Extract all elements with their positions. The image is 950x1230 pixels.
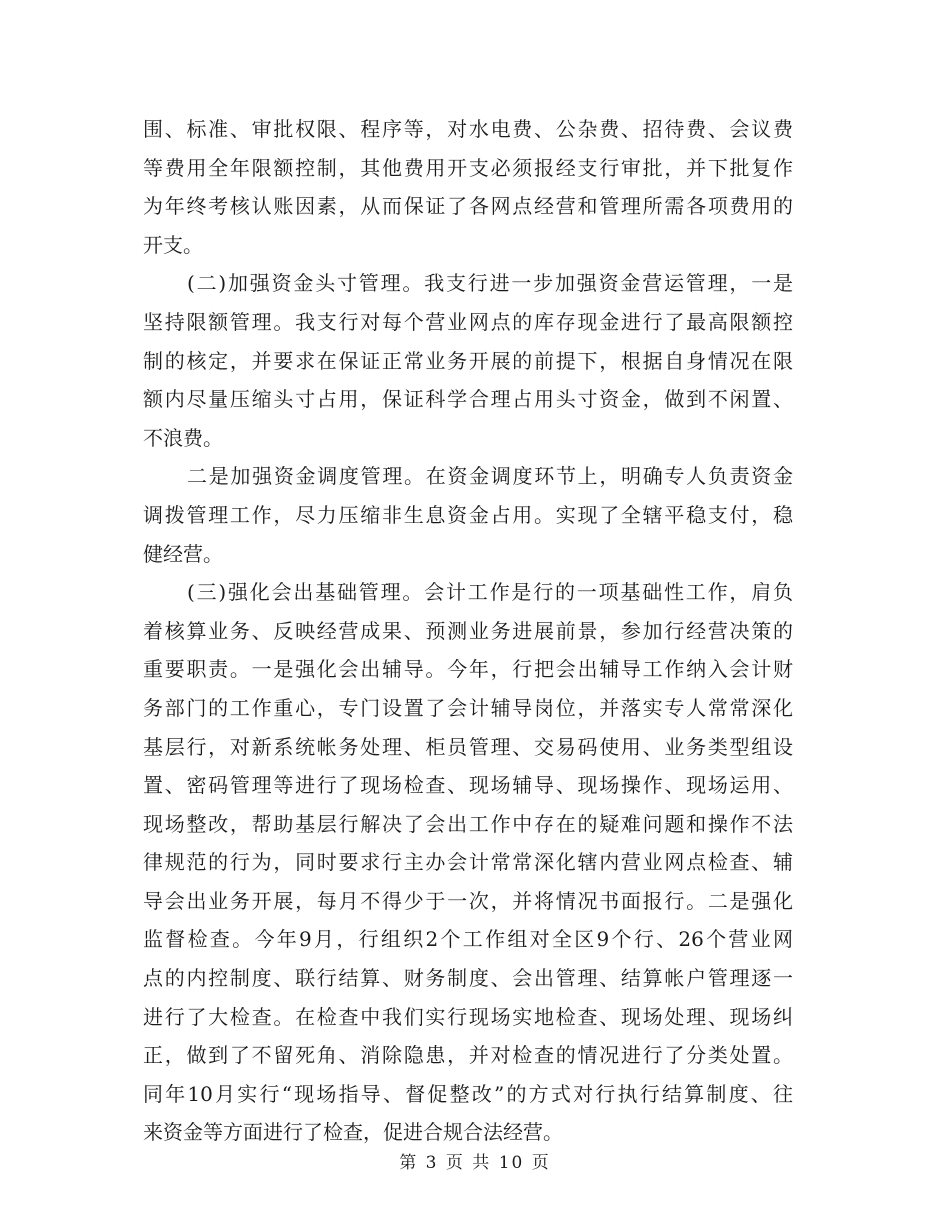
text-line: 开支。 — [143, 232, 203, 257]
text-line: 为年终考核认账因素，从而保证了各网点经营和管理所需各项费用的 — [143, 194, 793, 219]
text-line: 着核算业务、反映经营成果、预测业务进展前景，参加行经营决策的 — [143, 618, 793, 643]
text-line: 正，做到了不留死角、消除隐患，并对检查的情况进行了分类处置。 — [143, 1043, 793, 1068]
text-line: 同年10月实行“现场指导、督促整改”的方式对行执行结算制度、往 — [143, 1081, 793, 1106]
page-number-footer: 第 3 页 共 10 页 — [399, 1153, 551, 1173]
text-line: 健经营。 — [143, 541, 223, 566]
text-line: 制的核定，并要求在保证正常业务开展的前提下，根据自身情况在限 — [143, 348, 793, 373]
text-line: 现场整改，帮助基层行解决了会出工作中存在的疑难问题和操作不法 — [143, 811, 793, 836]
text-line: 导会出业务开展，每月不得少于一次，并将情况书面报行。二是强化 — [143, 888, 793, 913]
text-line: 等费用全年限额控制，其他费用开支必须报经支行审批，并下批复作 — [143, 155, 793, 180]
text-line: 额内尽量压缩头寸占用，保证科学合理占用头寸资金，做到不闲置、 — [143, 387, 793, 412]
text-line: 监督检查。今年9月，行组织2个工作组对全区9个行、26个营业网 — [143, 927, 793, 952]
text-line: (二)加强资金头寸管理。我支行进一步加强资金营运管理，一是 — [187, 271, 793, 296]
text-line: 围、标准、审批权限、程序等，对水电费、公杂费、招待费、会议费 — [143, 117, 793, 141]
text-line: 二是加强资金调度管理。在资金调度环节上，明确专人负责资金 — [187, 464, 793, 489]
text-line: 坚持限额管理。我支行对每个营业网点的库存现金进行了最高限额控 — [143, 309, 793, 334]
text-line: (三)强化会出基础管理。会计工作是行的一项基础性工作，肩负 — [187, 580, 793, 605]
text-line: 律规范的行为，同时要求行主办会计常常深化辖内营业网点检查、辅 — [143, 850, 793, 875]
text-line: 重要职责。一是强化会出辅导。今年，行把会出辅导工作纳入会计财 — [143, 657, 793, 682]
text-line: 调拨管理工作，尽力压缩非生息资金占用。实现了全辖平稳支付，稳 — [143, 502, 793, 527]
text-line: 置、密码管理等进行了现场检查、现场辅导、现场操作、现场运用、 — [143, 773, 793, 798]
document-body — [143, 110, 793, 1152]
text-line: 基层行，对新系统帐务处理、柜员管理、交易码使用、业务类型组设 — [143, 734, 793, 759]
text-line: 进行了大检查。在检查中我们实行现场实地检查、现场处理、现场纠 — [143, 1004, 793, 1029]
text-line: 务部门的工作重心，专门设置了会计辅导岗位，并落实专人常常深化 — [143, 695, 793, 720]
text-line: 点的内控制度、联行结算、财务制度、会出管理、结算帐户管理逐一 — [143, 966, 793, 991]
text-line: 不浪费。 — [143, 425, 223, 450]
text-line: 来资金等方面进行了检查，促进合规合法经营。 — [143, 1120, 563, 1145]
